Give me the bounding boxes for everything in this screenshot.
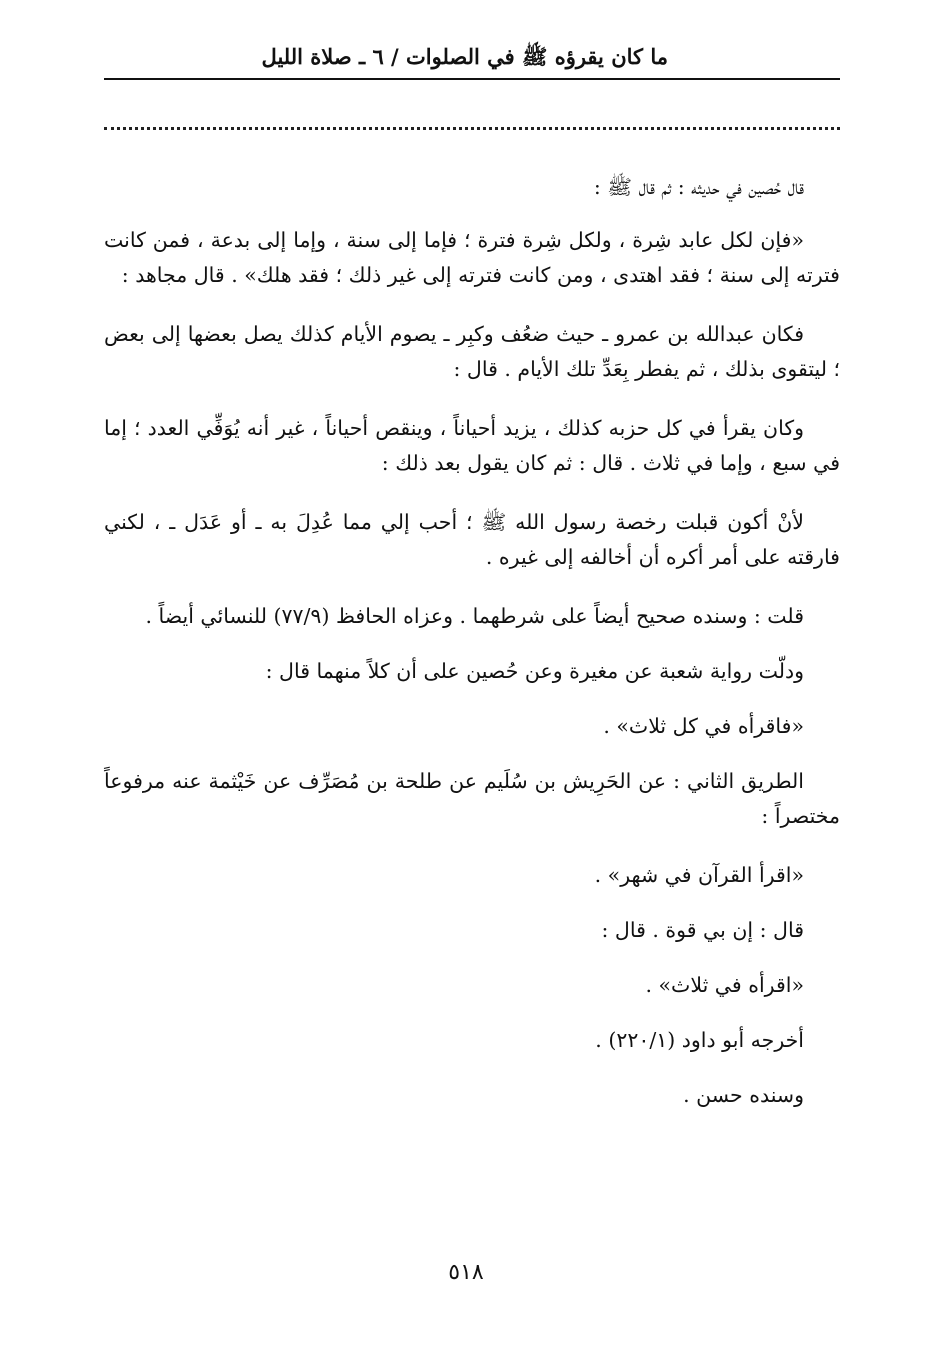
- paragraph: وسنده حسن .: [683, 1083, 804, 1107]
- paragraph: قال : إن بي قوة . قال :: [601, 918, 804, 942]
- paragraph: أخرجه أبو داود (٢٢٠/١) .: [595, 1028, 804, 1052]
- paragraph: «فاقرأه في كل ثلاث» .: [603, 714, 804, 738]
- paragraph: قال حُصين في حديثه : ثم قال ﷺ :: [593, 175, 804, 199]
- paragraph: ودلّت رواية شعبة عن مغيرة وعن حُصين على أن كلاً منهما قال :: [265, 659, 804, 683]
- paragraph: لأنْ أكون قبلت رخصة رسول الله ﷺ ؛ أحب إلي مما عُدِلَ به ـ أو عَدَل ـ ، لكني فارقته على أمر أكره أن أخالفه إلى غيره .: [104, 510, 840, 569]
- header-rule: [104, 78, 840, 80]
- paragraph: قلت : وسنده صحيح أيضاً على شرطهما . وعزاه الحافظ (٧٧/٩) للنسائي أيضاً .: [145, 604, 804, 628]
- running-header: ما كان يقرؤه ﷺ في الصلوات / ٦ ـ صلاة الليل: [261, 44, 668, 69]
- paragraph: الطريق الثاني : عن الحَرِيش بن سُلَيم عن طلحة بن مُصَرِّف عن خَيْثمة عنه مرفوعاً مختصراً :: [104, 769, 840, 828]
- paragraph: وكان يقرأ في كل حزبه كذلك ، يزيد أحياناً ، وينقص أحياناً ، غير أنه يُوَفِّي العدد ؛ إما في سبع ، وإما في ثلاث . قال : ثم كان يقول بعد ذلك :: [104, 416, 840, 475]
- page-number: ٥١٨: [448, 1260, 484, 1285]
- main-text: [104, 170, 840, 1133]
- paragraph: فكان عبدالله بن عمرو ـ حيث ضعُف وكبِر ـ يصوم الأيام كذلك يصل بعضها إلى بعض ؛ ليتقوى بذلك ، ثم يفطر بِعَدِّ تلك الأيام . قال :: [104, 322, 840, 381]
- paragraph: «اقرأ القرآن في شهر» .: [594, 863, 804, 887]
- paragraph: «فإن لكل عابد شِرة ، ولكل شِرة فترة ؛ فإما إلى سنة ، وإما إلى بدعة ، فمن كانت فترته إلى سنة ؛ فقد اهتدى ، ومن كانت فترته إلى غير ذلك ؛ فقد هلك» . قال مجاهد :: [104, 228, 840, 287]
- dotted-separator: [104, 127, 840, 130]
- paragraph: «اقرأه في ثلاث» .: [645, 973, 804, 997]
